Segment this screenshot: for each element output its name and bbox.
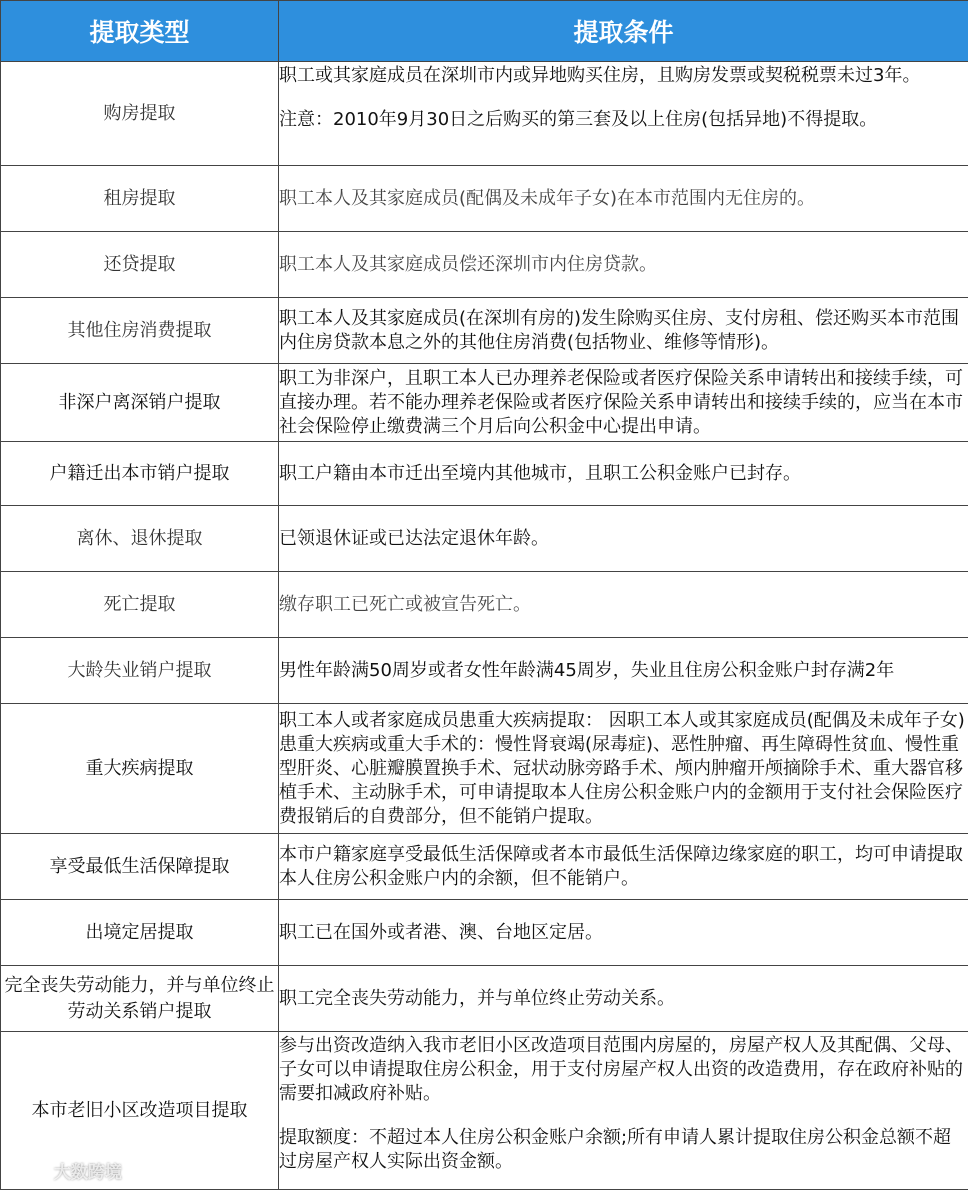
table-row bbox=[1, 966, 968, 1032]
row-type: 其他住房消费提取 bbox=[1, 298, 279, 364]
row-condition: 职工本人或者家庭成员患重大疾病提取： 因职工本人或其家庭成员(配偶及未成年子女)患重大疾病或重大手术的：慢性肾衰竭(尿毒症)、恶性肿瘤、再生障碍性贫血、慢性重型肝炎、心脏瓣膜置换手术、冠状动脉旁路手术、颅内肿瘤开颅摘除手术、重大器官移植手术、主动脉手术，可申请提取本人住房公积金账户内的金额用于支付社会保险医疗费报销后的自费部分，但不能销户提取。 bbox=[279, 704, 968, 834]
watermark bbox=[6, 1158, 122, 1183]
table-row bbox=[1, 1032, 968, 1190]
row-condition: 职工本人及其家庭成员偿还深圳市内住房贷款。 bbox=[279, 232, 968, 298]
row-condition: 职工本人及其家庭成员(在深圳有房的)发生除购买住房、支付房租、偿还购买本市范围内住房贷款本息之外的其他住房消费(包括物业、维修等情形)。 bbox=[279, 298, 968, 364]
header-condition: 提取条件 bbox=[279, 1, 968, 62]
row-condition: 本市户籍家庭享受最低生活保障或者本市最低生活保障边缘家庭的职工，均可申请提取本人住房公积金账户内的余额，但不能销户。 bbox=[279, 834, 968, 900]
row-type: 离休、退休提取 bbox=[1, 506, 279, 572]
row-type: 租房提取 bbox=[1, 166, 279, 232]
row-condition: 已领退休证或已达法定退休年龄。 bbox=[279, 506, 968, 572]
condition-note: 注意：2010年9月30日之后购买的第三套及以上住房(包括异地)不得提取。 bbox=[279, 109, 878, 130]
row-type: 享受最低生活保障提取 bbox=[1, 834, 279, 900]
row-type: 出境定居提取 bbox=[1, 900, 279, 966]
table-row bbox=[1, 232, 968, 298]
row-condition: 男性年龄满50周岁或者女性年龄满45周岁，失业且住房公积金账户封存满2年 bbox=[279, 638, 968, 704]
row-condition: 职工户籍由本市迁出至境内其他城市，且职工公积金账户已封存。 bbox=[279, 442, 968, 506]
table-row bbox=[1, 506, 968, 572]
row-condition bbox=[279, 1032, 968, 1190]
row-type: 本市老旧小区改造项目提取 bbox=[1, 1032, 279, 1190]
row-type: 大龄失业销户提取 bbox=[1, 638, 279, 704]
watermark-logo-icon bbox=[6, 1164, 44, 1182]
table-row bbox=[1, 442, 968, 506]
row-condition: 职工完全丧失劳动能力，并与单位终止劳动关系。 bbox=[279, 966, 968, 1032]
table-row bbox=[1, 166, 968, 232]
row-condition bbox=[279, 62, 968, 166]
row-type: 还贷提取 bbox=[1, 232, 279, 298]
table-header-row bbox=[1, 1, 968, 62]
row-type: 重大疾病提取 bbox=[1, 704, 279, 834]
table-row bbox=[1, 364, 968, 442]
row-type: 购房提取 bbox=[1, 62, 279, 166]
row-condition: 职工为非深户，且职工本人已办理养老保险或者医疗保险关系申请转出和接续手续，可直接办理。若不能办理养老保险或者医疗保险关系申请转出和接续手续的，应当在本市社会保险停止缴费满三个月后向公积金中心提出申请。 bbox=[279, 364, 968, 442]
table-row bbox=[1, 704, 968, 834]
table-row bbox=[1, 900, 968, 966]
row-type: 死亡提取 bbox=[1, 572, 279, 638]
row-type: 户籍迁出本市销户提取 bbox=[1, 442, 279, 506]
table-row bbox=[1, 638, 968, 704]
condition-text: 职工或其家庭成员在深圳市内或异地购买住房，且购房发票或契税税票未过3年。 bbox=[279, 65, 921, 86]
table-row bbox=[1, 834, 968, 900]
condition-text: 参与出资改造纳入我市老旧小区改造项目范围内房屋的，房屋产权人及其配偶、父母、子女可以申请提取住房公积金，用于支付房屋产权人出资的改造费用，存在政府补贴的需要扣减政府补贴。 bbox=[279, 1035, 963, 1104]
watermark-text: 大数跨境 bbox=[53, 1163, 122, 1183]
condition-note: 提取额度：不超过本人住房公积金账户余额;所有申请人累计提取住房公积金总额不超过房屋产权人实际出资金额。 bbox=[279, 1127, 952, 1172]
table-row bbox=[1, 62, 968, 166]
header-type: 提取类型 bbox=[1, 1, 279, 62]
row-condition: 职工已在国外或者港、澳、台地区定居。 bbox=[279, 900, 968, 966]
row-condition: 缴存职工已死亡或被宣告死亡。 bbox=[279, 572, 968, 638]
row-type: 非深户离深销户提取 bbox=[1, 364, 279, 442]
table-row bbox=[1, 298, 968, 364]
row-type: 完全丧失劳动能力，并与单位终止劳动关系销户提取 bbox=[1, 966, 279, 1032]
table-row bbox=[1, 572, 968, 638]
row-condition: 职工本人及其家庭成员(配偶及未成年子女)在本市范围内无住房的。 bbox=[279, 166, 968, 232]
